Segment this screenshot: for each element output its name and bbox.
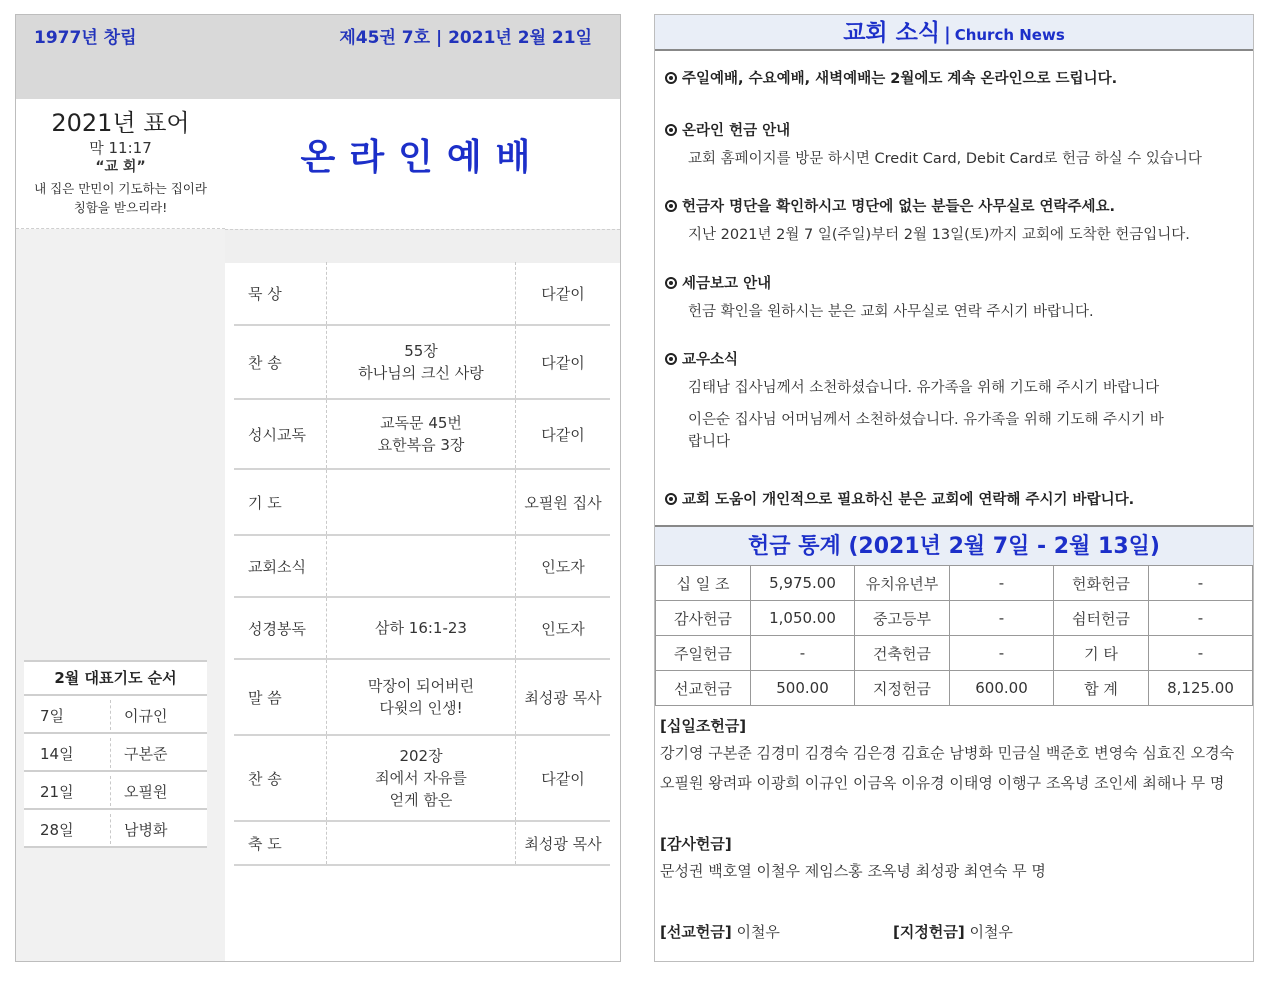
news-item <box>665 348 1245 453</box>
stats-value-cell: 1,050.00 <box>751 601 855 636</box>
news-item-head <box>665 195 1245 216</box>
bullet-icon <box>665 353 677 365</box>
prayer-row <box>24 734 207 772</box>
stats-label-cell: 건축헌금 <box>855 636 950 671</box>
news-item-head <box>665 488 1245 509</box>
header-band <box>225 229 620 263</box>
order-row <box>234 400 610 470</box>
order-part: 묵 상 <box>248 284 282 303</box>
order-content-line: 삼하 16:1-23 <box>375 619 467 637</box>
prayer-name: 오필원 <box>124 783 168 801</box>
news-header <box>655 15 1253 51</box>
bullet-icon <box>665 72 677 84</box>
stats-label-cell: 헌화헌금 <box>1054 566 1149 601</box>
founded-label: 1977년 창립 <box>34 28 137 48</box>
bullet-icon <box>665 124 677 136</box>
prayer-row <box>24 772 207 810</box>
mission-names: 이철우 <box>736 923 780 941</box>
divider <box>110 776 111 806</box>
order-row <box>234 598 610 660</box>
news-text: 김태남 집사님께서 소천하셨습니다. 유가족을 위해 기도해 주시기 바랍니다 <box>688 380 1160 396</box>
news-head-text: 헌금자 명단을 확인하시고 명단에 없는 분들은 사무실로 연락주세요. <box>682 199 1116 215</box>
news-head-text: 교회 도움이 개인적으로 필요하신 분은 교회에 연락해 주시기 바랍니다. <box>682 492 1135 508</box>
order-leader: 최성광 목사 <box>524 834 602 853</box>
motto-word: “교 회” <box>95 159 146 175</box>
stats-value-cell: - <box>950 601 1054 636</box>
stats-label-cell: 주일헌금 <box>656 636 751 671</box>
order-row <box>234 736 610 822</box>
order-content-line: 202장 <box>399 747 443 765</box>
order-part: 말 씀 <box>248 688 282 707</box>
order-content <box>326 326 516 398</box>
thanks-section <box>660 833 1250 886</box>
news-title: 교회 소식 <box>843 20 941 46</box>
order-leader: 인도자 <box>541 557 585 576</box>
motto-verse-line1: 내 집은 만민이 기도하는 집이라 <box>34 181 207 196</box>
stats-value-cell: - <box>1149 636 1253 671</box>
designated-offering-line <box>893 921 1013 942</box>
motto-verse-line2: 칭함을 받으리라! <box>73 200 168 215</box>
prayer-roster <box>24 660 207 848</box>
order-leader: 다같이 <box>541 425 585 444</box>
stats-label-cell: 중고등부 <box>855 601 950 636</box>
mission-offering-line <box>660 921 780 942</box>
news-item <box>665 488 1245 509</box>
news-text: 이은순 집사님 어머님께서 소천하셨습니다. 유가족을 위해 기도해 주시기 바랍니다 <box>688 412 1164 450</box>
news-item-head <box>665 119 1245 140</box>
news-item-head <box>665 348 1245 369</box>
stats-label-cell: 기 타 <box>1054 636 1149 671</box>
order-content-line: 하나님의 크신 사랑 <box>358 364 484 382</box>
order-content <box>326 660 516 734</box>
offering-stats-title: 헌금 통계 (2021년 2월 7일 - 2월 13일) <box>655 525 1253 565</box>
order-row <box>234 326 610 400</box>
stats-label-cell: 유치유년부 <box>855 566 950 601</box>
news-head-text: 온라인 헌금 안내 <box>682 123 791 139</box>
order-content-line: 요한복음 3장 <box>377 436 465 454</box>
order-row <box>234 262 610 326</box>
offering-stats-table <box>655 565 1253 706</box>
thanks-heading: [감사헌금] <box>660 835 732 853</box>
order-part: 찬 송 <box>248 353 282 372</box>
divider <box>110 738 111 768</box>
order-leader: 오필원 집사 <box>524 493 602 512</box>
stats-value-cell: - <box>751 636 855 671</box>
news-item <box>665 119 1245 170</box>
stats-value-cell: 600.00 <box>950 671 1054 706</box>
order-content-line: 막장이 되어버린 <box>367 677 475 695</box>
stats-label-cell: 감사헌금 <box>656 601 751 636</box>
order-content <box>326 736 516 820</box>
news-text: 교회 홈페이지를 방문 하시면 Credit Card, Debit Card로 헌금 하실 수 있습니다 <box>688 151 1202 167</box>
prayer-row <box>24 810 207 848</box>
bullet-icon <box>665 277 677 289</box>
order-part: 찬 송 <box>248 769 282 788</box>
order-content-line: 55장 <box>404 342 438 360</box>
news-item <box>665 195 1245 246</box>
stats-label-cell: 지정헌금 <box>855 671 950 706</box>
stats-value-cell: 8,125.00 <box>1149 671 1253 706</box>
motto-box <box>16 99 225 229</box>
order-content <box>326 536 516 596</box>
order-leader: 인도자 <box>541 619 585 638</box>
order-leader: 다같이 <box>541 353 585 372</box>
stats-row <box>656 601 1253 636</box>
stats-value-cell: - <box>1149 566 1253 601</box>
order-part: 성경봉독 <box>248 619 306 638</box>
bullet-icon <box>665 493 677 505</box>
order-part: 축 도 <box>248 834 282 853</box>
stats-row <box>656 636 1253 671</box>
order-content <box>326 822 516 864</box>
motto-title: 2021년 표어 <box>51 109 190 137</box>
stats-label-cell: 쉼터헌금 <box>1054 601 1149 636</box>
prayer-name: 이규인 <box>124 707 168 725</box>
prayer-date: 14일 <box>40 745 74 763</box>
order-row <box>234 470 610 536</box>
stats-value-cell: 5,975.00 <box>751 566 855 601</box>
news-text: 지난 2021년 2월 7 일(주일)부터 2월 13일(토)까지 교회에 도착한 헌금입니다. <box>688 227 1190 243</box>
order-content <box>326 598 516 658</box>
worship-title-box <box>225 99 620 229</box>
order-content-line: 다윗의 인생! <box>379 699 463 717</box>
order-content-line: 죄에서 자유를 <box>375 769 467 787</box>
divider <box>110 700 111 730</box>
title-separator: | <box>944 24 951 45</box>
news-head-text: 주일예배, 수요예배, 새벽예배는 2월에도 계속 온라인으로 드립니다. <box>682 71 1118 87</box>
order-row <box>234 536 610 598</box>
prayer-row <box>24 696 207 734</box>
stats-value-cell: - <box>950 636 1054 671</box>
order-content <box>326 400 516 468</box>
stats-value-cell: - <box>950 566 1054 601</box>
news-text: 헌금 확인을 원하시는 분은 교회 사무실로 연락 주시기 바랍니다. <box>688 304 1094 320</box>
stats-label-cell: 합 계 <box>1054 671 1149 706</box>
stats-value-cell: 500.00 <box>751 671 855 706</box>
news-body <box>655 51 1253 525</box>
bulletin-right-page <box>654 14 1254 962</box>
prayer-name: 남병화 <box>124 821 168 839</box>
stats-label-cell: 십 일 조 <box>656 566 751 601</box>
order-part: 성시교독 <box>248 425 306 444</box>
mission-heading: [선교헌금] <box>660 923 732 941</box>
motto-reference: 막 11:17 <box>89 139 152 157</box>
stats-row <box>656 566 1253 601</box>
masthead <box>16 15 620 99</box>
order-content <box>326 470 516 534</box>
stats-value-cell: - <box>1149 601 1253 636</box>
news-item-head <box>665 272 1245 293</box>
prayer-name: 구본준 <box>124 745 168 763</box>
order-content <box>326 262 516 324</box>
prayer-roster-title: 2월 대표기도 순서 <box>24 660 207 696</box>
order-part: 기 도 <box>248 493 282 512</box>
tithe-names: 강기영 구본준 김경미 김경숙 김은경 김효순 남병화 민금실 백준호 변영숙 심효진 오경숙 오필원 왕려파 이광희 이규인 이금옥 이유경 이태영 이행구 조옥녕 조인세 최해나 무 명 <box>660 744 1235 792</box>
issue-label: 제45권 7호 | 2021년 2월 21일 <box>339 28 592 48</box>
thanks-names: 문성권 백호열 이철우 제임스홍 조옥녕 최성광 최연숙 무 명 <box>660 862 1046 880</box>
news-item <box>665 272 1245 323</box>
news-head-text: 교우소식 <box>682 352 739 368</box>
designated-heading: [지정헌금] <box>893 923 965 941</box>
prayer-date: 7일 <box>40 707 65 725</box>
order-row <box>234 660 610 736</box>
worship-title: 온라인예배 <box>300 137 545 178</box>
order-leader: 최성광 목사 <box>524 688 602 707</box>
order-content-line: 교독문 45번 <box>380 414 462 432</box>
bullet-icon <box>665 200 677 212</box>
prayer-date: 21일 <box>40 783 74 801</box>
designated-names: 이철우 <box>969 923 1013 941</box>
news-head-text: 세금보고 안내 <box>682 276 772 292</box>
news-item <box>665 67 1245 88</box>
stats-label-cell: 선교헌금 <box>656 671 751 706</box>
news-subtitle: Church News <box>954 26 1065 44</box>
order-part: 교회소식 <box>248 557 306 576</box>
order-leader: 다같이 <box>541 284 585 303</box>
order-content-line: 얻게 함은 <box>389 791 453 809</box>
order-leader: 다같이 <box>541 769 585 788</box>
stats-row <box>656 671 1253 706</box>
order-row <box>234 822 610 866</box>
prayer-date: 28일 <box>40 821 74 839</box>
tithe-section <box>660 715 1250 798</box>
divider <box>110 814 111 844</box>
tithe-heading: [십일조헌금] <box>660 717 747 735</box>
news-item-head <box>665 67 1245 88</box>
